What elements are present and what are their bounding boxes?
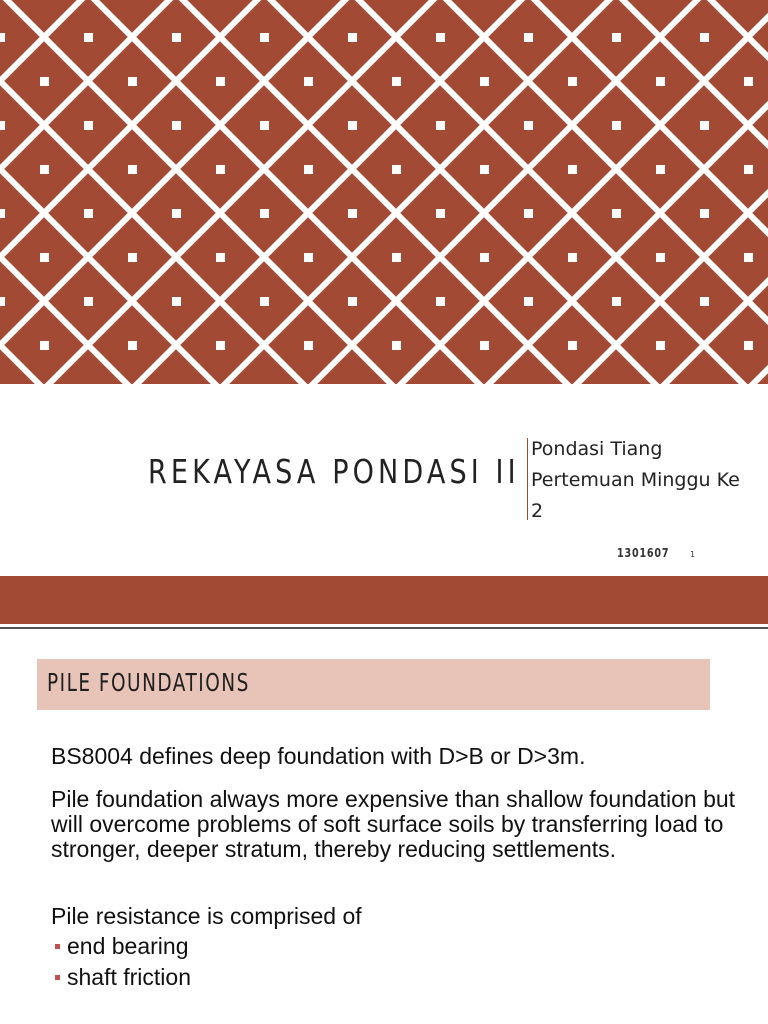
bullet-item [55, 934, 189, 959]
bullet-square-icon [55, 975, 60, 980]
paragraph: BS8004 defines deep foundation with D>B or D>3m. [51, 743, 586, 769]
decorative-diamond-pattern [0, 0, 768, 384]
bullet-square-icon [55, 944, 60, 949]
paragraph: Pile foundation always more expensive than shallow foundation but will overcome problems of soft surface soils by transferring load to stronger, deeper stratum, thereby reducing settlements. [51, 786, 736, 862]
slide-heading: PILE FOUNDATIONS [47, 668, 250, 697]
subtitle-line: Pertemuan Minggu Ke [531, 469, 740, 491]
bottom-color-band [0, 576, 768, 624]
subtitle-line: Pondasi Tiang [531, 438, 663, 460]
course-code: 1301607 [617, 546, 670, 560]
subtitle-divider [527, 438, 528, 520]
bullet-text: shaft friction [67, 964, 191, 990]
paragraph: Pile resistance is comprised of [51, 903, 362, 929]
subtitle [531, 434, 763, 527]
page-number: 1 [690, 550, 696, 559]
bullet-item [55, 965, 191, 990]
presentation-title: REKAYASA PONDASI II [148, 452, 520, 491]
subtitle-line: 2 [531, 500, 544, 522]
bullet-text: end bearing [67, 933, 189, 959]
